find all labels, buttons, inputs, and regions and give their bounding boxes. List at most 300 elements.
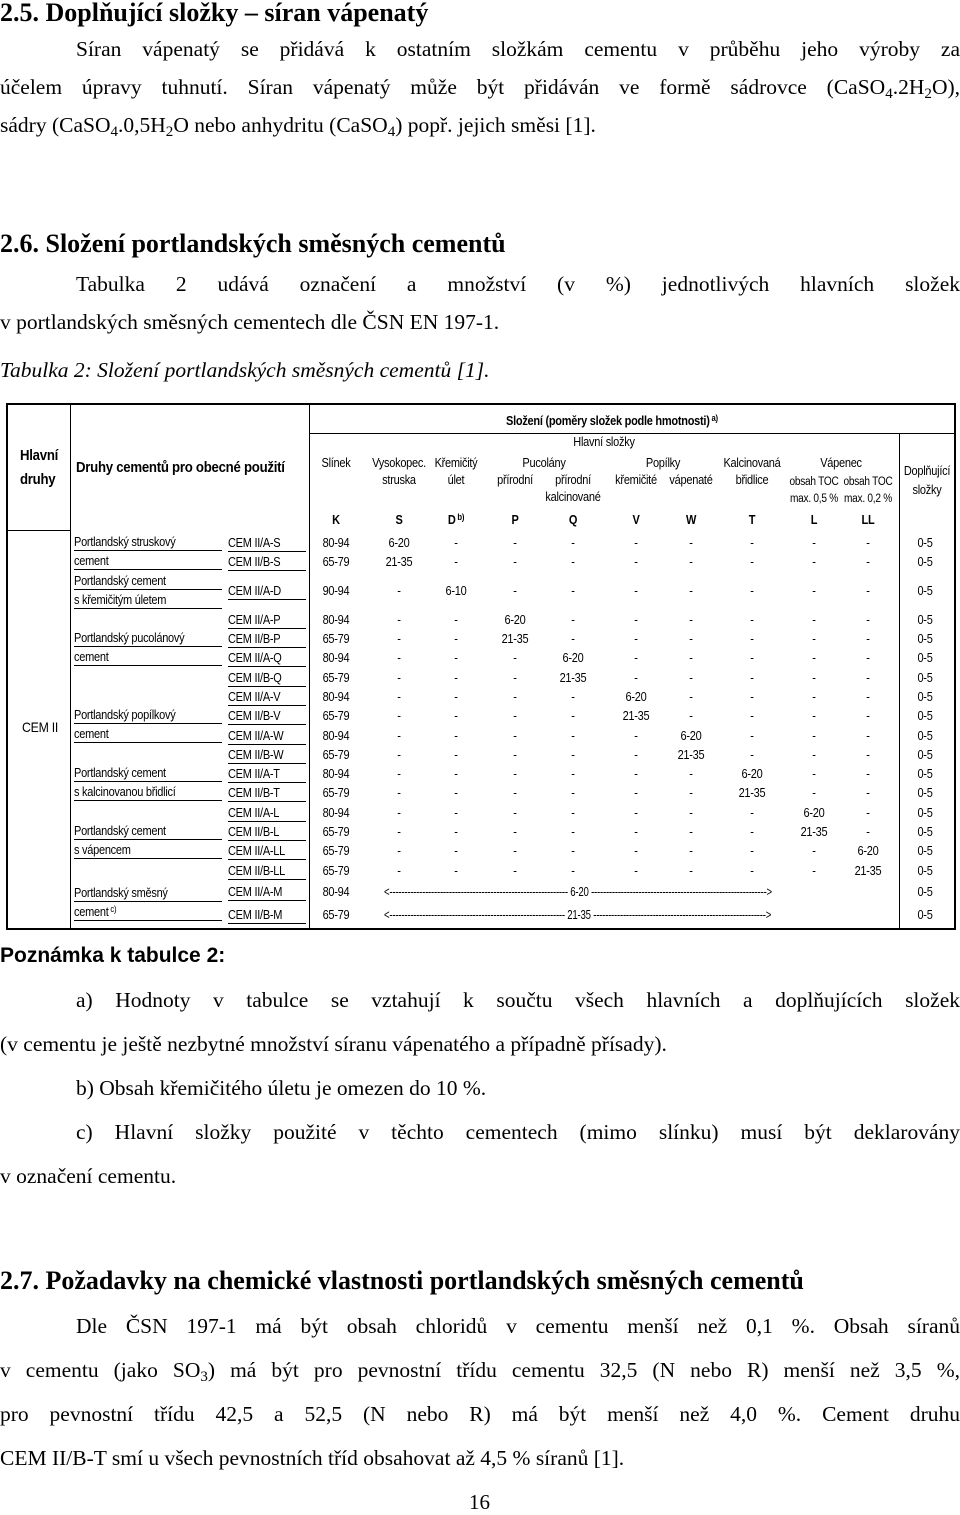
- table-cell-value: 0-5: [917, 651, 933, 666]
- table-cell-value: -: [397, 728, 401, 743]
- header-letter: LL: [861, 513, 875, 527]
- table-cell-value: -: [750, 747, 754, 762]
- table-cell-value: -: [634, 863, 638, 878]
- cement-designation: CEM II/B-Q: [228, 670, 282, 685]
- cement-group-label: cement: [74, 554, 109, 569]
- table-cell-value: -: [866, 709, 870, 724]
- header-col-silica-fume: Křemičitý: [434, 456, 478, 470]
- table-span-arrow: <------------------------------------------------------------ 6-20 ----------------------------------------------------------->: [384, 884, 772, 899]
- table-cell-value: 65-79: [322, 844, 350, 859]
- table-cell-value: -: [750, 728, 754, 743]
- table-cell-value: -: [397, 767, 401, 782]
- section-2-5-paragraph: [0, 30, 960, 144]
- table-cell-value: 65-79: [322, 825, 350, 840]
- table-cell-value: -: [513, 747, 517, 762]
- table-cell-value: 6-20: [857, 844, 879, 859]
- table-cell-value: -: [454, 747, 458, 762]
- table-cell-value: -: [454, 612, 458, 627]
- table-cell-value: -: [513, 728, 517, 743]
- table-cell-value: -: [750, 805, 754, 820]
- table-cell-value: -: [689, 689, 693, 704]
- table-cell-value: -: [513, 786, 517, 801]
- table-cell-value: -: [634, 651, 638, 666]
- table-cell-value: -: [750, 651, 754, 666]
- table-cell-value: 0-5: [917, 747, 933, 762]
- table-cell-value: -: [571, 612, 575, 627]
- table-cell-value: -: [571, 728, 575, 743]
- header-letter: P: [511, 513, 519, 527]
- table-cell-value: -: [397, 670, 401, 685]
- table-cell-value: 0-5: [917, 632, 933, 647]
- table-cell-value: -: [634, 844, 638, 859]
- header-cement-types: Druhy cementů pro obecné použití: [76, 459, 285, 476]
- table-cell-value: -: [571, 632, 575, 647]
- table-cell-value: 0-5: [917, 584, 933, 599]
- cement-designation: CEM II/A-Q: [228, 651, 282, 666]
- table-cell-value: -: [812, 584, 816, 599]
- table-cell-value: -: [397, 747, 401, 762]
- cement-designation: CEM II/A-D: [228, 584, 281, 599]
- table-cell-value: -: [866, 728, 870, 743]
- group-label-underline: [74, 550, 222, 551]
- table-cell-value: 21-35: [677, 747, 705, 762]
- table-cell-value: 21-35: [800, 825, 828, 840]
- table-border-top: [6, 403, 956, 405]
- table-cell-value: 6-20: [388, 536, 410, 551]
- composition-table: [6, 403, 956, 930]
- header-col-minor: Doplňující: [903, 464, 951, 478]
- header-main-types-2: druhy: [20, 471, 56, 488]
- notes-title: Poznámka k tabulce 2:: [0, 944, 226, 967]
- table-cell-value: -: [689, 825, 693, 840]
- main-type-cem-ii: CEM II: [22, 719, 59, 735]
- table-cell-value: 6-20: [680, 728, 702, 743]
- table-cell-value: -: [454, 825, 458, 840]
- table-cell-value: 80-94: [322, 689, 350, 704]
- table-cell-value: 80-94: [322, 728, 350, 743]
- header-letter: K: [332, 513, 340, 527]
- table-cell-value: 21-35: [622, 709, 650, 724]
- table-cell-value: -: [513, 863, 517, 878]
- table-cell-value: 6-20: [741, 767, 763, 782]
- table-cell-value: 0-5: [917, 555, 933, 570]
- cement-designation: CEM II/B-S: [228, 555, 281, 570]
- table-cell-value: -: [634, 536, 638, 551]
- table-cell-value: -: [866, 632, 870, 647]
- table-cell-value: -: [397, 651, 401, 666]
- table-cell-value: -: [866, 555, 870, 570]
- table-cell-value: -: [513, 825, 517, 840]
- header-col-burnt-shale: Kalcinovaná: [723, 456, 781, 470]
- table-cell-value: -: [866, 825, 870, 840]
- table-cell-value: 21-35: [854, 863, 882, 878]
- table-cell-value: -: [454, 689, 458, 704]
- table-cell-value: -: [689, 536, 693, 551]
- table-cell-value: -: [454, 651, 458, 666]
- header-col-pozzolana-calcined: přírodní: [555, 473, 591, 487]
- table-cell-value: 0-5: [917, 536, 933, 551]
- table-cell-value: -: [689, 632, 693, 647]
- table-cell-value: -: [454, 844, 458, 859]
- cement-designation: CEM II/A-M: [228, 884, 283, 899]
- cement-designation: CEM II/A-V: [228, 689, 281, 704]
- table-cell-value: -: [454, 670, 458, 685]
- group-label-underline: [74, 569, 222, 570]
- header-col-pozzolana-natural: přírodní: [497, 473, 533, 487]
- table-caption: Tabulka 2: Složení portlandských směsných cementů [1].: [0, 358, 490, 382]
- cement-designation: CEM II/B-P: [228, 632, 281, 647]
- table-cell-value: 0-5: [917, 825, 933, 840]
- group-label-underline: [74, 742, 222, 743]
- table-cell-value: -: [750, 612, 754, 627]
- table-cell-value: -: [513, 844, 517, 859]
- table-cell-value: -: [634, 728, 638, 743]
- group-label-underline: [74, 800, 222, 801]
- table-cell-value: -: [689, 709, 693, 724]
- table-cell-value: -: [513, 555, 517, 570]
- table-cell-value: 65-79: [322, 747, 350, 762]
- table-cell-value: -: [634, 786, 638, 801]
- table-cell-value: -: [397, 805, 401, 820]
- table-cell-value: 0-5: [917, 612, 933, 627]
- table-cell-value: -: [866, 651, 870, 666]
- table-cell-value: -: [812, 786, 816, 801]
- table-cell-value: 0-5: [917, 767, 933, 782]
- header-col-minor-2: složky: [912, 483, 942, 497]
- table-cell-value: -: [454, 767, 458, 782]
- table-cell-value: -: [397, 584, 401, 599]
- table-cell-value: -: [634, 825, 638, 840]
- table-cell-value: -: [571, 536, 575, 551]
- cement-group-label: cement $^{c)}$: [74, 903, 117, 919]
- table-cell-value: -: [571, 805, 575, 820]
- header-col-slag: Vysokopec.: [372, 456, 426, 470]
- table-cell-value: 0-5: [917, 884, 933, 899]
- table-cell-value: -: [634, 747, 638, 762]
- cement-designation: CEM II/A-LL: [228, 844, 286, 859]
- header-col-slinek: Slínek: [321, 456, 351, 470]
- table-cell-value: -: [812, 747, 816, 762]
- table-cell-value: -: [634, 584, 638, 599]
- cement-group-label: Portlandský cement: [74, 573, 166, 588]
- table-cell-value: 0-5: [917, 728, 933, 743]
- table-cell-value: 65-79: [322, 907, 350, 922]
- table-cell-value: -: [571, 709, 575, 724]
- paragraph-line: CEM II/B-T smí u všech pevnostních tříd obsahovat až 4,5 % síranů [1].: [0, 1446, 625, 1470]
- header-letter: W: [685, 513, 697, 527]
- table-cell-value: -: [634, 555, 638, 570]
- paragraph-line: Tabulka 2 udává označení a množství (v %) jednotlivých hlavních složek: [76, 272, 960, 296]
- cement-designation: CEM II/B-L: [228, 825, 280, 840]
- table-cell-value: -: [689, 612, 693, 627]
- table-cell-value: -: [812, 536, 816, 551]
- cement-designation: CEM II/A-W: [228, 728, 284, 743]
- table-cell-value: -: [866, 805, 870, 820]
- table-column-rule: [70, 403, 71, 930]
- table-cell-value: -: [397, 844, 401, 859]
- section-heading-2-7: 2.7. Požadavky na chemické vlastnosti portlandských směsných cementů: [0, 1266, 804, 1295]
- table-border-bottom: [6, 928, 956, 930]
- table-cell-value: -: [571, 555, 575, 570]
- table-cell-value: -: [634, 767, 638, 782]
- header-col-slag-2: struska: [382, 473, 416, 487]
- cement-designation: CEM II/A-L: [228, 805, 280, 820]
- table-cell-value: -: [397, 632, 401, 647]
- table-cell-value: -: [513, 651, 517, 666]
- header-col-toc-1b: max. 0,5 %: [790, 493, 838, 505]
- section-2-6-paragraph: [0, 265, 960, 341]
- paragraph-line: Síran vápenatý se přidává k ostatním složkám cementu v průběhu jeho výroby za: [76, 37, 960, 61]
- table-cell-value: 80-94: [322, 805, 350, 820]
- table-cell-value: -: [750, 863, 754, 878]
- cement-designation: CEM II/B-T: [228, 786, 280, 801]
- table-cell-value: -: [571, 786, 575, 801]
- cement-group-label: s křemičitým úletem: [74, 592, 167, 607]
- cement-group-label: cement: [74, 650, 109, 665]
- table-cell-value: -: [689, 670, 693, 685]
- table-cell-value: 80-94: [322, 767, 350, 782]
- table-cell-value: 65-79: [322, 709, 350, 724]
- header-col-toc-2: obsah TOC: [843, 476, 893, 488]
- cement-group-label: Portlandský pucolánový: [74, 631, 185, 646]
- table-cell-value: -: [812, 844, 816, 859]
- header-letter: S: [395, 513, 403, 527]
- group-label-underline: [74, 901, 222, 902]
- table-cell-value: -: [513, 536, 517, 551]
- table-cell-value: 80-94: [322, 536, 350, 551]
- header-main-components: Hlavní složky: [573, 435, 635, 449]
- table-cell-value: -: [750, 555, 754, 570]
- table-cell-value: -: [397, 825, 401, 840]
- table-cell-value: -: [689, 555, 693, 570]
- header-col-fly-ash-siliceous: křemičité: [615, 473, 657, 487]
- table-cell-value: -: [689, 805, 693, 820]
- table-span-arrow: <----------------------------------------------------------- 21-35 ---------------------------------------------------------->: [384, 907, 772, 922]
- table-cell-value: -: [812, 689, 816, 704]
- table-cell-value: 21-35: [385, 555, 413, 570]
- header-col-pozzolana: Pucolány: [522, 456, 566, 470]
- table-cell-value: -: [397, 689, 401, 704]
- section-2-7-paragraph: [0, 1304, 960, 1480]
- cement-designation: CEM II/B-M: [228, 907, 283, 922]
- table-cell-value: -: [812, 670, 816, 685]
- cement-group-label: Portlandský popílkový: [74, 708, 176, 723]
- table-cell-value: -: [812, 555, 816, 570]
- table-cell-value: -: [866, 536, 870, 551]
- cement-group-label: Portlandský cement: [74, 766, 166, 781]
- cement-designation: CEM II/B-V: [228, 709, 281, 724]
- table-cell-value: -: [397, 863, 401, 878]
- table-cell-value: 65-79: [322, 670, 350, 685]
- table-cell-value: 0-5: [917, 786, 933, 801]
- table-cell-value: -: [812, 709, 816, 724]
- table-border-left: [6, 403, 8, 930]
- header-col-burnt-shale-2: břidlice: [735, 473, 769, 487]
- table-cell-value: -: [866, 584, 870, 599]
- table-cell-value: -: [571, 689, 575, 704]
- cement-group-label: Portlandský směsný: [74, 885, 168, 900]
- table-cell-value: 0-5: [917, 670, 933, 685]
- table-cell-value: -: [750, 709, 754, 724]
- table-cell-value: 80-94: [322, 612, 350, 627]
- header-composition: Složení (poměry složek podle hmotnosti) $^{a)}$: [506, 413, 718, 428]
- table-cell-value: -: [812, 612, 816, 627]
- table-cell-value: -: [750, 670, 754, 685]
- table-cell-value: -: [750, 632, 754, 647]
- header-col-toc-1: obsah TOC: [789, 476, 839, 488]
- paragraph-line: sádry ($CaSO_4.0,5H_2O$ nebo anhydritu (CaSO$_4$) popř. jejich směsi [1].: [0, 113, 596, 140]
- table-cell-value: -: [634, 805, 638, 820]
- table-cell-value: -: [750, 825, 754, 840]
- group-label-underline: [74, 608, 222, 609]
- table-cell-value: -: [397, 709, 401, 724]
- paragraph-line: Dle ČSN 197-1 má být obsah chloridů v cementu menší než 0,1 %. Obsah síranů: [76, 1314, 960, 1338]
- table-cell-value: -: [689, 651, 693, 666]
- table-cell-value: -: [571, 747, 575, 762]
- table-cell-value: -: [513, 584, 517, 599]
- table-cell-value: -: [571, 584, 575, 599]
- table-cell-value: 90-94: [322, 584, 350, 599]
- header-col-pozzolana-calcined-2: kalcinované: [545, 490, 601, 504]
- table-cell-value: -: [634, 612, 638, 627]
- group-label-underline: [74, 589, 222, 590]
- note-a: a) Hodnoty v tabulce se vztahují k součtu všech hlavních a doplňujících složek (v cementu je ještě nezbytné množství síranu vápenatého a případně přísady).: [0, 988, 960, 1056]
- page-number: 16: [469, 1490, 490, 1514]
- paragraph-line: pro pevnostní třídu 42,5 a 52,5 (N nebo R) má být menší než 4,0 %. Cement druhu: [0, 1402, 960, 1426]
- header-main-types: Hlavní: [20, 447, 59, 464]
- header-letter: T: [748, 513, 756, 527]
- table-cell-value: -: [513, 767, 517, 782]
- table-cell-value: 0-5: [917, 907, 933, 922]
- table-cell-value: -: [513, 805, 517, 820]
- cement-group-label: Portlandský cement: [74, 824, 166, 839]
- cement-designation: CEM II/B-W: [228, 747, 284, 762]
- table-cell-value: -: [689, 863, 693, 878]
- table-cell-value: -: [397, 786, 401, 801]
- header-col-fly-ash: Popílky: [645, 456, 681, 470]
- table-cell-value: 0-5: [917, 863, 933, 878]
- table-cell-value: 80-94: [322, 651, 350, 666]
- header-col-toc-2b: max. 0,2 %: [844, 493, 892, 505]
- table-cell-value: 21-35: [501, 632, 529, 647]
- table-cell-value: 0-5: [917, 709, 933, 724]
- table-cell-value: -: [571, 767, 575, 782]
- table-cell-value: -: [866, 786, 870, 801]
- table-cell-value: -: [689, 786, 693, 801]
- header-letter: D $^{b)}$: [447, 512, 465, 527]
- group-label-underline: [74, 646, 222, 647]
- header-col-silica-fume-2: úlet: [447, 473, 465, 487]
- table-cell-value: 80-94: [322, 884, 350, 899]
- group-label-underline: [74, 858, 222, 859]
- cement-designation: CEM II/B-LL: [228, 863, 286, 878]
- cement-group-label: Portlandský struskový: [74, 535, 176, 550]
- cement-designation: CEM II/A-P: [228, 612, 281, 627]
- table-cell-value: -: [454, 555, 458, 570]
- table-cell-value: -: [513, 670, 517, 685]
- group-label-underline: [74, 920, 222, 921]
- table-cell-value: -: [454, 805, 458, 820]
- table-cell-value: -: [634, 670, 638, 685]
- table-cell-value: -: [454, 536, 458, 551]
- table-cell-value: 21-35: [738, 786, 766, 801]
- table-cell-value: -: [750, 536, 754, 551]
- cement-group-label: cement: [74, 727, 109, 742]
- table-cell-value: 6-10: [445, 584, 467, 599]
- table-cell-value: -: [571, 825, 575, 840]
- section-heading-2-5: 2.5. Doplňující složky – síran vápenatý: [0, 0, 429, 27]
- note-c: c) Hlavní složky použité v těchto cementech (mimo slínku) musí být deklarovány v označení cementu.: [0, 1120, 960, 1188]
- cement-group-label: s kalcinovanou břidlicí: [74, 785, 176, 800]
- group-label-underline: [74, 839, 222, 840]
- cement-group-label: s vápencem: [74, 843, 131, 858]
- header-letter: Q: [568, 513, 578, 527]
- table-cell-value: 0-5: [917, 844, 933, 859]
- cement-designation: CEM II/A-T: [228, 767, 280, 782]
- header-letter: L: [810, 513, 818, 527]
- header-col-fly-ash-calcareous: vápenaté: [669, 473, 713, 487]
- table-cell-value: -: [750, 844, 754, 859]
- table-cell-value: -: [397, 612, 401, 627]
- header-col-limestone: Vápenec: [820, 456, 862, 470]
- table-cell-value: -: [454, 728, 458, 743]
- table-cell-value: -: [571, 863, 575, 878]
- table-cell-value: -: [513, 689, 517, 704]
- table-cell-value: -: [689, 844, 693, 859]
- table-cell-value: 65-79: [322, 555, 350, 570]
- table-cell-value: -: [866, 612, 870, 627]
- table-cell-value: 21-35: [559, 670, 587, 685]
- table-cell-value: -: [866, 670, 870, 685]
- paragraph-line: v cementu (jako $SO_3$) má být pro pevnostní třídu cementu 32,5 (N nebo R) menší než 3,5 %,: [0, 1358, 960, 1385]
- table-row-rule: [6, 530, 71, 531]
- table-cell-value: 65-79: [322, 786, 350, 801]
- table-cell-value: -: [454, 863, 458, 878]
- table-cell-value: 0-5: [917, 689, 933, 704]
- table-cell-value: -: [812, 728, 816, 743]
- group-label-underline: [74, 781, 222, 782]
- table-cell-value: -: [812, 651, 816, 666]
- table-cell-value: 65-79: [322, 632, 350, 647]
- table-cell-value: 6-20: [562, 651, 584, 666]
- table-cell-value: 6-20: [625, 689, 647, 704]
- group-label-underline: [74, 665, 222, 666]
- table-cell-value: 65-79: [322, 863, 350, 878]
- table-cell-value: -: [571, 844, 575, 859]
- table-cell-value: -: [866, 747, 870, 762]
- table-cell-value: -: [513, 709, 517, 724]
- table-cell-value: -: [689, 584, 693, 599]
- table-cell-value: -: [750, 689, 754, 704]
- header-letter: V: [632, 513, 640, 527]
- section-heading-2-6: 2.6. Složení portlandských směsných cementů: [0, 229, 506, 258]
- cement-designation: CEM II/A-S: [228, 536, 281, 551]
- table-cell-value: -: [454, 632, 458, 647]
- table-cell-value: -: [866, 767, 870, 782]
- note-b: b) Obsah křemičitého úletu je omezen do 10 %.: [76, 1076, 487, 1100]
- table-cell-value: -: [689, 767, 693, 782]
- table-cell-value: 6-20: [803, 805, 825, 820]
- table-cell-value: -: [866, 689, 870, 704]
- table-cell-value: 6-20: [504, 612, 526, 627]
- table-cell-value: -: [812, 863, 816, 878]
- table-cell-value: -: [454, 709, 458, 724]
- table-cell-value: -: [634, 632, 638, 647]
- table-cell-value: -: [812, 632, 816, 647]
- paragraph-line: účelem úpravy tuhnutí. Síran vápenatý může být přidáván ve formě sádrovce $(CaSO_4.2H_2O)$,: [0, 75, 960, 102]
- table-cell-value: -: [750, 584, 754, 599]
- table-cell-value: 0-5: [917, 805, 933, 820]
